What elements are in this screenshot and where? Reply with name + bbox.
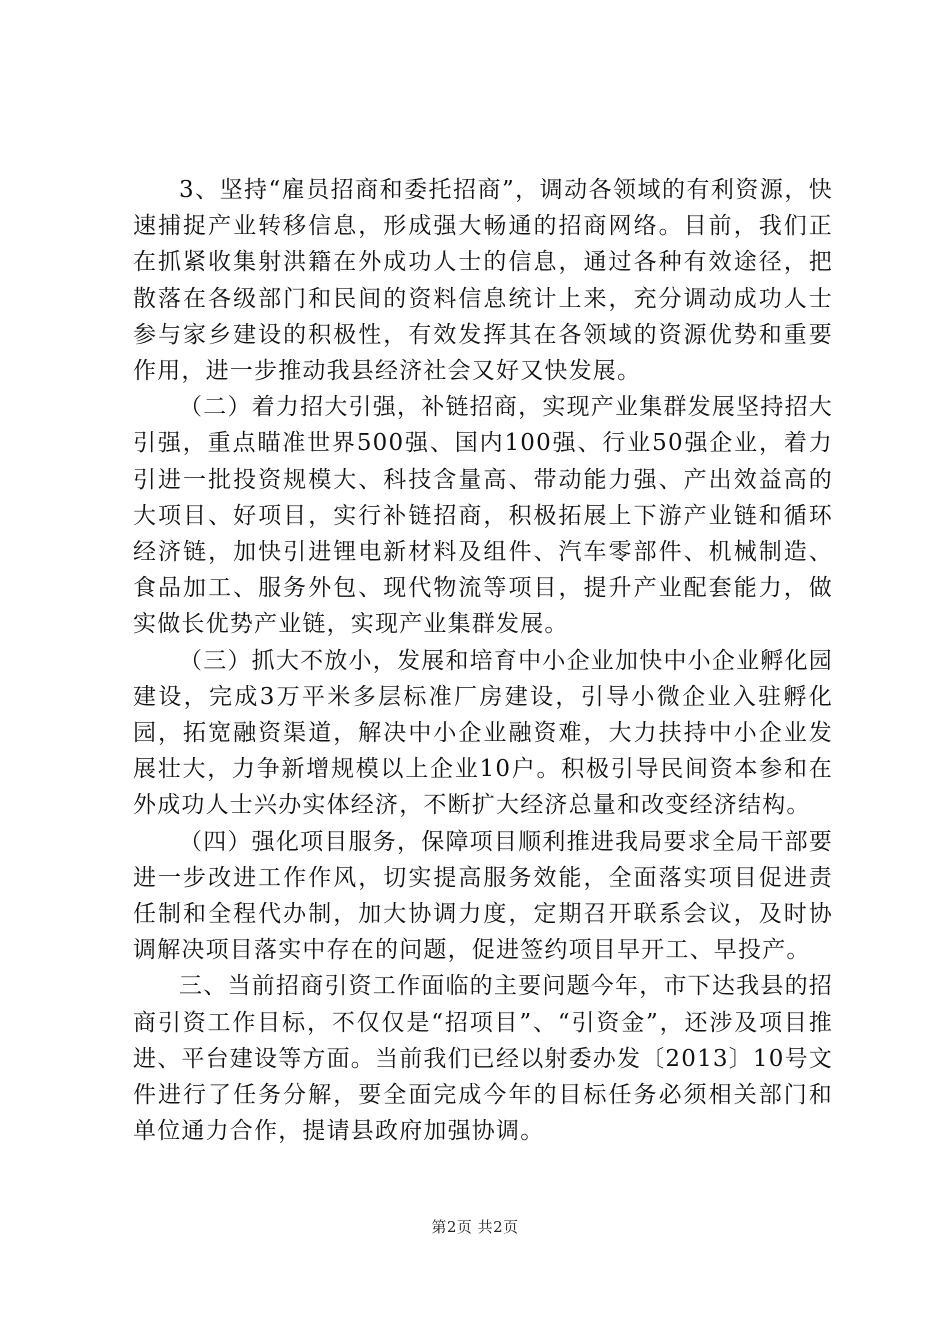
paragraph-sme-development: （三）抓大不放小，发展和培育中小企业加快中小企业孵化园建设，完成3万平米多层标准厂房建设，引导小微企业入驻孵化园，拓宽融资渠道，解决中小企业融资难，大力扶持中小企业发展壮大，力争新增规模以上企业10户。积极引导民间资本参和在外成功人士兴办实体经济，不断扩大经济总量和改变经济结构。 — [133, 647, 833, 819]
page-number-footer: 第2页 共2页 — [431, 1218, 519, 1236]
document-body — [133, 172, 833, 1149]
paragraph-employee-investment: 3、坚持“雇员招商和委托招商”，调动各领域的有利资源，快速捕捉产业转移信息，形成强大畅通的招商网络。目前，我们正在抓紧收集射洪籍在外成功人士的信息，通过各种有效途径，把散落在各级部门和民间的资料信息统计上来，充分调动成功人士参与家乡建设的积极性，有效发挥其在各领域的资源优势和重要作用，进一步推动我县经济社会又好又快发展。 — [133, 177, 833, 385]
paragraph-attract-large-projects: （二）着力招大引强，补链招商，实现产业集群发展坚持招大引强，重点瞄准世界500强、国内100强、行业50强企业，着力引进一批投资规模大、科技含量高、带动能力强、产出效益高的大项目、好项目，实行补链招商，积极拓展上下游产业链和循环经济链，加快引进锂电新材料及组件、汽车零部件、机械制造、食品加工、服务外包、现代物流等项目，提升产业配套能力，做实做长优势产业链，实现产业集群发展。 — [133, 394, 833, 638]
paragraph-project-services: （四）强化项目服务，保障项目顺利推进我局要求全局干部要进一步改进工作作风，切实提高服务效能，全面落实项目促进责任制和全程代办制，加大协调力度，定期召开联系会议，及时协调解决项目落实中存在的问题，促进签约项目早开工、早投产。 — [133, 828, 833, 964]
paragraph-main-problems: 三、当前招商引资工作面临的主要问题今年，市下达我县的招商引资工作目标，不仅仅是“招项目”、“引资金”，还涉及项目推进、平台建设等方面。当前我们已经以射委办发〔2013〕10号文件进行了任务分解，要全面完成今年的目标任务必须相关部门和单位通力合作，提请县政府加强协调。 — [133, 973, 833, 1145]
